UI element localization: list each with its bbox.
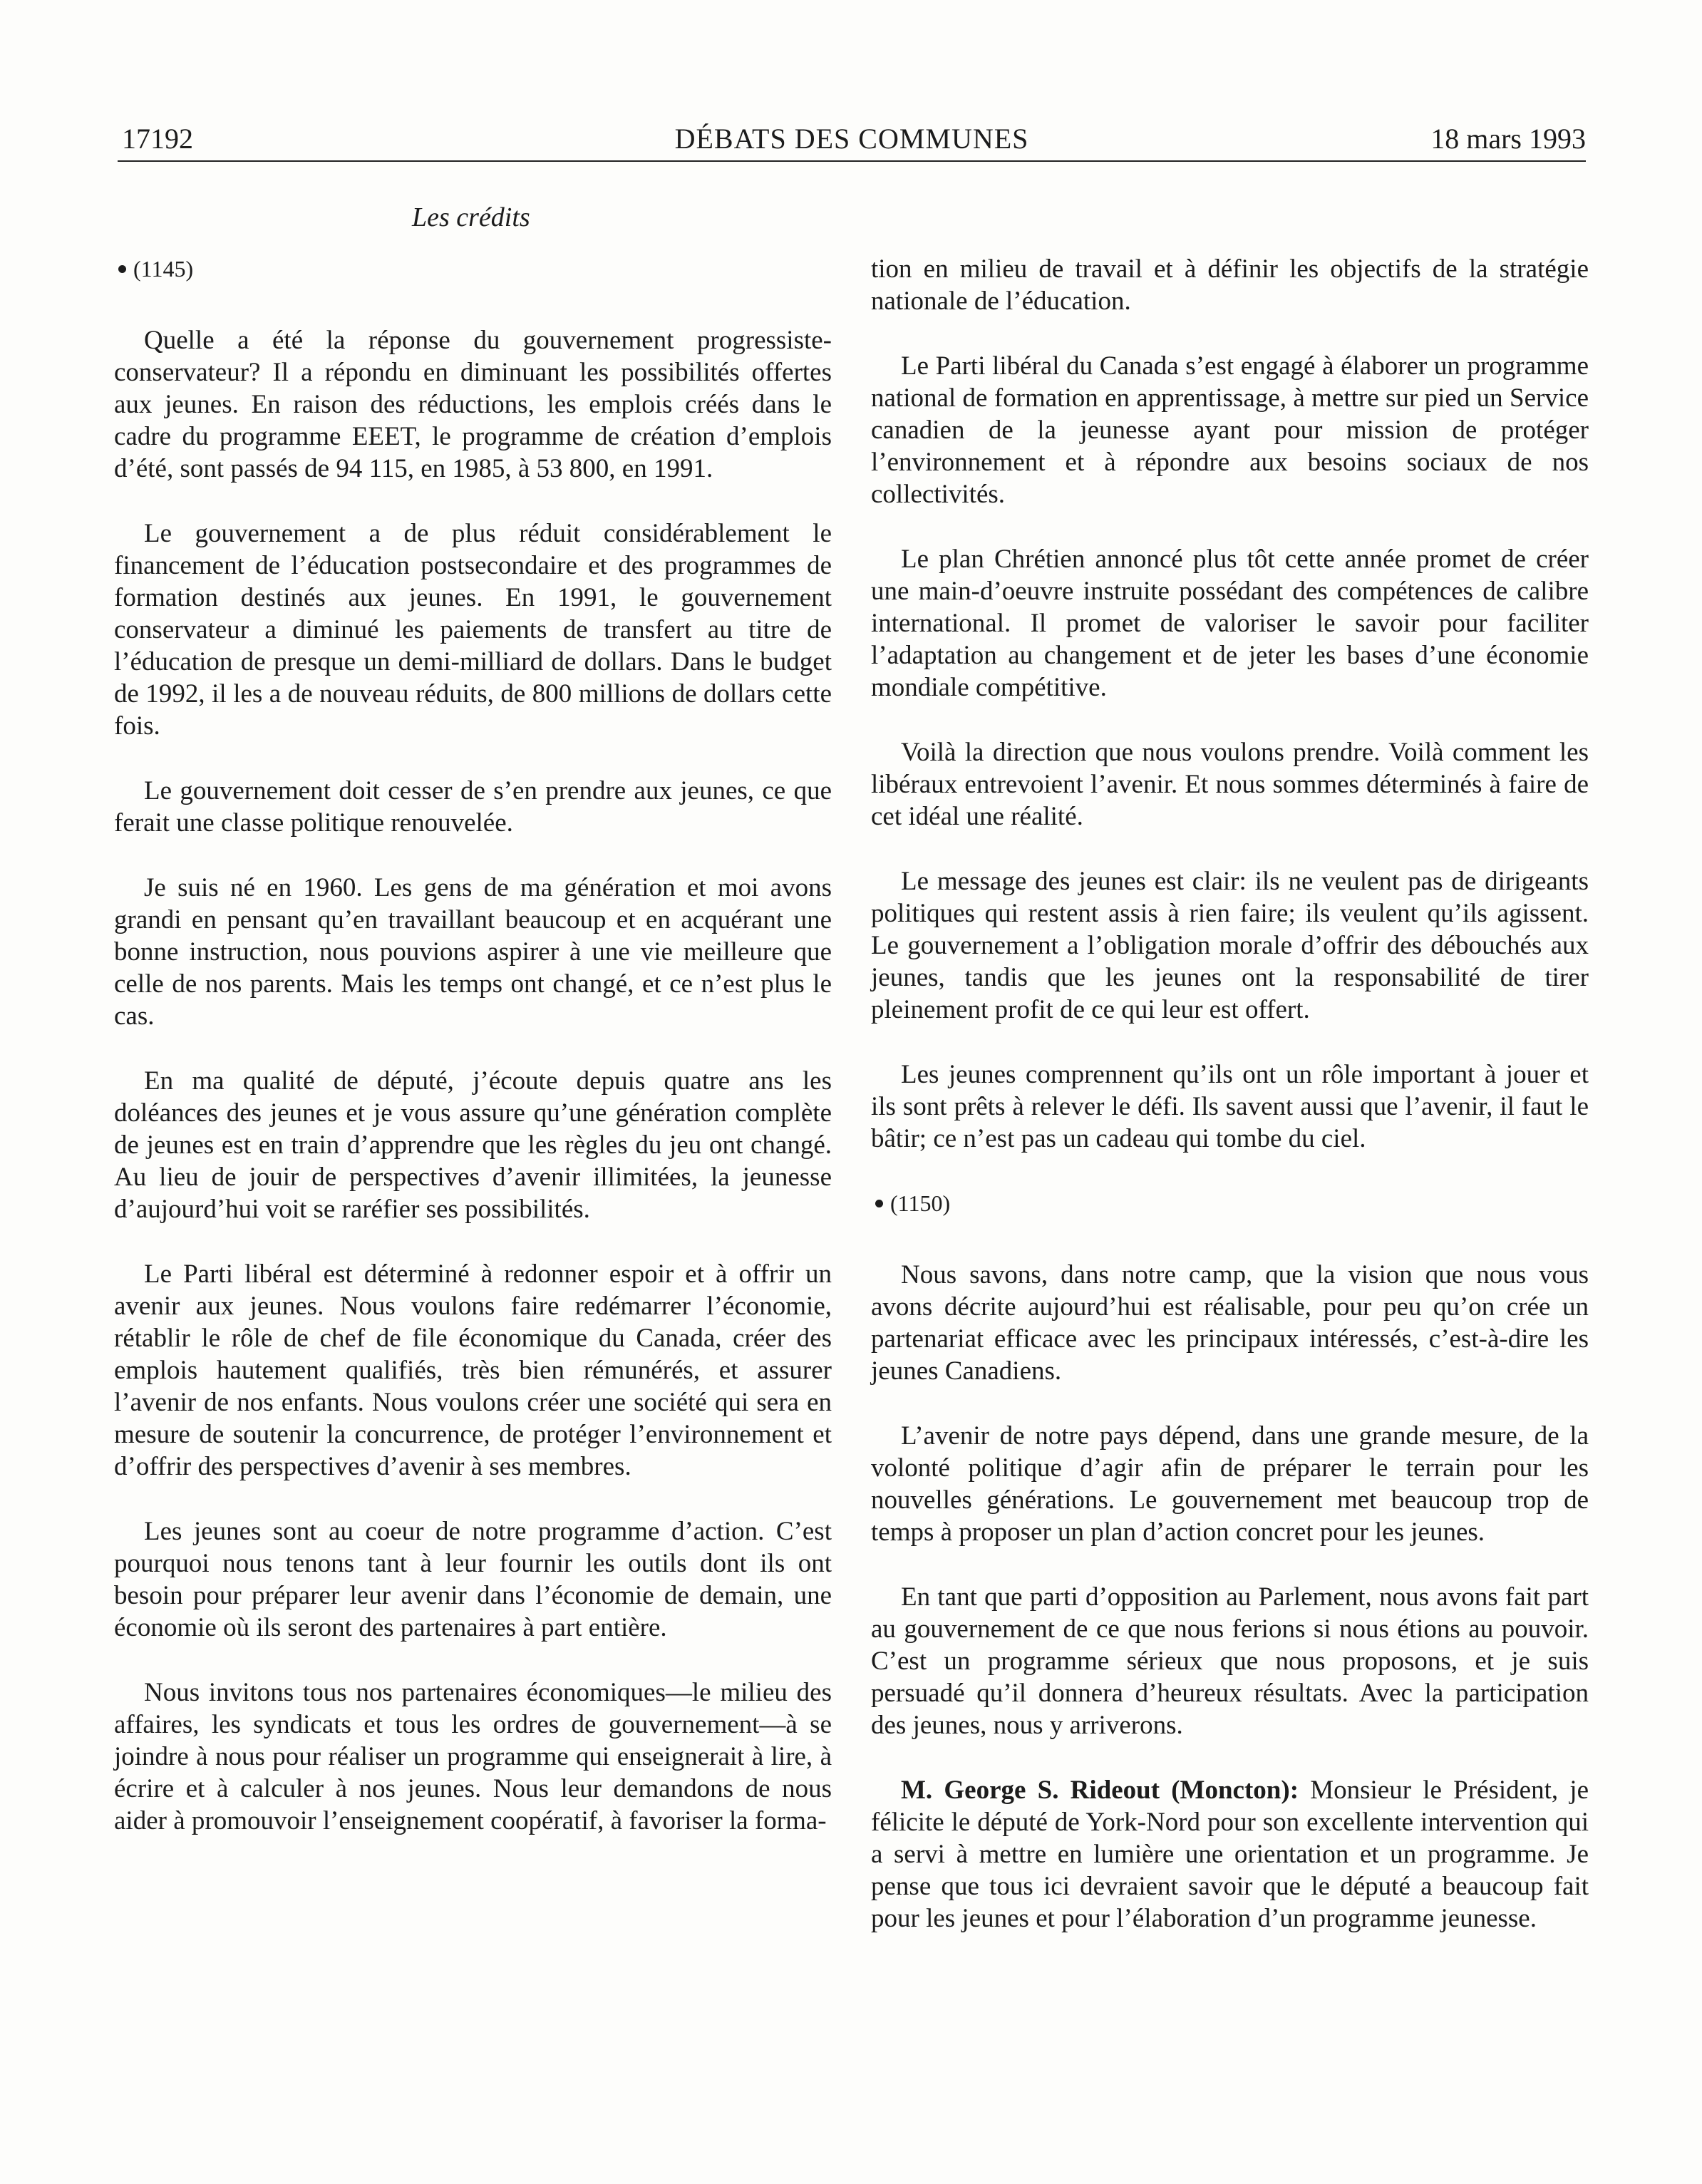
paragraph: Le Parti libéral du Canada s’est engagé à élaborer un programme national de formation en apprentissage, à mettre sur pied un Service canadien de la jeunesse ayant pour mission de protéger l’environnement et à répondre aux besoins sociaux de nos collectivités.	[871, 351, 1589, 509]
paragraph: En ma qualité de député, j’écoute depuis quatre ans les doléances des jeunes et je vous assure qu’une génération complète de jeunes est en train d’apprendre que les règles du jeu ont changé. Au lieu de jouir de perspectives d’avenir illimitées, la jeunesse d’aujourd’hui voit se raréfier ses possibilités.	[114, 1066, 832, 1224]
paragraph: En tant que parti d’opposition au Parlement, nous avons fait part au gouvernement de ce que nous ferions si nous étions au pouvoir. C’est un programme sérieux que nous proposons, et je suis persuadé qu’il donnera d’heureux résultats. Avec la participation des jeunes, nous y arriverons.	[871, 1582, 1589, 1740]
time-marker-text: (1150)	[890, 1190, 951, 1216]
speaker-paragraph	[871, 1774, 1589, 1935]
paragraph: Le gouvernement a de plus réduit considérablement le financement de l’éducation postsecondaire et des programmes de formation destinés aux jeunes. En 1991, le gouvernement conservateur a diminué les paiements de transfert au titre de l’éducation de presque un demi-milliard de dollars. Dans le budget de 1992, il les a de nouveau réduits, de 800 millions de dollars cette fois.	[114, 519, 832, 741]
paragraph: Nous invitons tous nos partenaires économiques—le milieu des affaires, les syndicats et tous les ordres de gouvernement—à se joindre à nous pour réaliser un programme qui enseignerait à lire, à écrire et à calculer à nos jeunes. Nous leur demandons de nous aider à promouvoir l’enseignement coopératif, à favoriser la forma-	[114, 1678, 832, 1835]
page-date: 18 mars 1993	[1430, 123, 1586, 155]
paragraph: Je suis né en 1960. Les gens de ma génération et moi avons grandi en pensant qu’en travaillant beaucoup et en acquérant une bonne instruction, nous pouvions aspirer à une vie meilleure que celle de nos parents. Mais les temps ont changé, et ce n’est plus le cas.	[114, 873, 832, 1031]
page-header	[118, 118, 1586, 162]
speaker-text: Monsieur le Président, je félicite le député de York-Nord pour son excellente intervention qui a servi à mettre en lumière une orientation et un programme. Je pense que tous ici devraient savoir que le député a beaucoup fait pour les jeunes et pour l’élaboration d’un programme jeunesse.	[871, 1776, 1589, 1933]
time-marker	[118, 253, 832, 285]
paragraph-continued: tion en milieu de travail et à définir les objectifs de la stratégie nationale de l’éducation.	[871, 254, 1589, 316]
section-title: Les crédits	[412, 202, 530, 232]
paragraph: Le gouvernement doit cesser de s’en prendre aux jeunes, ce que ferait une classe politique renouvelée.	[114, 776, 832, 838]
paragraph: Le plan Chrétien annoncé plus tôt cette année promet de créer une main-d’oeuvre instruite possédant des compétences de calibre international. Il promet de valoriser le savoir pour faciliter l’adaptation au changement et de jeter les bases d’une économie mondiale compétitive.	[871, 545, 1589, 702]
time-marker-text: (1145)	[133, 256, 194, 282]
paragraph: Nous savons, dans notre camp, que la vision que nous vous avons décrite aujourd’hui est réalisable, pour peu qu’on crée un partenariat efficace avec les principaux intéressés, c’est-à-dire les jeunes Canadiens.	[871, 1260, 1589, 1386]
paragraph: L’avenir de notre pays dépend, dans une grande mesure, de la volonté politique d’agir afin de préparer le terrain pour les nouvelles générations. Le gouvernement met beaucoup trop de temps à proposer un plan d’action concret pour les jeunes.	[871, 1421, 1589, 1547]
paragraph: Quelle a été la réponse du gouvernement progressiste-conservateur? Il a répondu en diminuant les possibilités offertes aux jeunes. En raison des réductions, les emplois créés dans le cadre du programme EEET, le programme de création d’emplois d’été, sont passés de 94 115, en 1985, à 53 800, en 1991.	[114, 326, 832, 483]
speaker-name: M. George S. Rideout (Moncton):	[901, 1776, 1299, 1805]
paragraph: Voilà la direction que nous voulons prendre. Voilà comment les libéraux entrevoient l’avenir. Et nous sommes déterminés à faire de cet idéal une réalité.	[871, 738, 1589, 831]
bullet-icon	[875, 1200, 883, 1207]
time-marker	[875, 1188, 1589, 1220]
page-number: 17192	[122, 123, 193, 155]
paragraph: Le message des jeunes est clair: ils ne veulent pas de dirigeants politiques qui restent assis à rien faire; ils veulent qu’ils agissent. Le gouvernement a l’obligation morale d’offrir des débouchés aux jeunes, tandis que les jeunes ont la responsabilité de tirer pleinement profit de ce qui leur est offert.	[871, 867, 1589, 1024]
publication-title: DÉBATS DES COMMUNES	[674, 123, 1029, 155]
paragraph: Le Parti libéral est déterminé à redonner espoir et à offrir un avenir aux jeunes. Nous voulons faire redémarrer l’économie, rétablir le rôle de chef de file économique du Canada, créer des emplois hautement qualifiés, très bien rémunérés, et assurer l’avenir de nos enfants. Nous voulons créer une société qui sera en mesure de soutenir la concurrence, de protéger l’environnement et d’offrir des perspectives d’avenir à ses membres.	[114, 1260, 832, 1481]
bullet-icon	[118, 265, 126, 273]
left-column	[114, 253, 832, 1837]
right-column	[871, 253, 1589, 1935]
paragraph: Les jeunes sont au coeur de notre programme d’action. C’est pourquoi nous tenons tant à leur fournir les outils dont ils ont besoin pour préparer leur avenir dans l’économie de demain, une économie où ils seront des partenaires à part entière.	[114, 1517, 832, 1642]
paragraph: Les jeunes comprennent qu’ils ont un rôle important à jouer et ils sont prêts à relever le défi. Ils savent aussi que l’avenir, il faut le bâtir; ce n’est pas un cadeau qui tombe du ciel.	[871, 1060, 1589, 1153]
